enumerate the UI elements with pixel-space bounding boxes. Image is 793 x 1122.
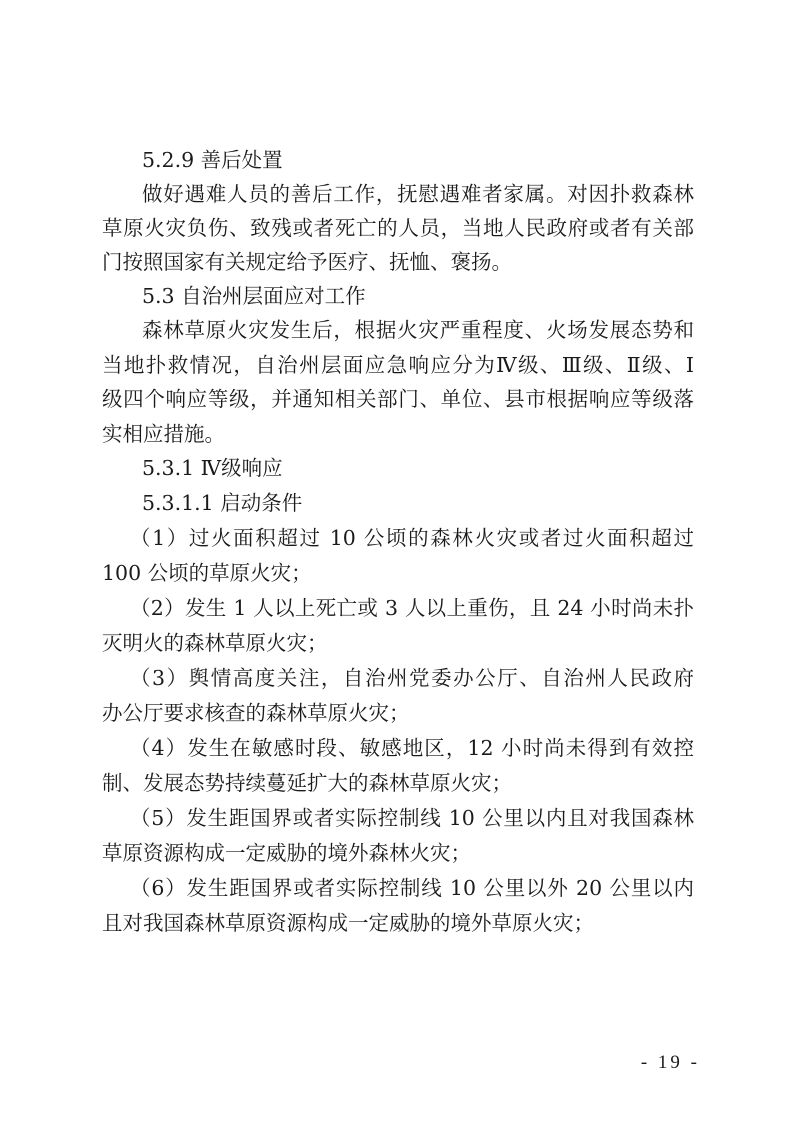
- list-item-line: 办公厅要求核查的森林草原火灾；: [102, 701, 410, 725]
- paragraph-line: 级四个响应等级，并通知相关部门、单位、县市根据响应等级落: [102, 387, 694, 411]
- list-item-line: （2）发生 1 人以上死亡或 3 人以上重伤，且 24 小时尚未扑: [130, 596, 694, 620]
- list-item-line: 灭明火的森林草原火灾；: [102, 631, 328, 655]
- list-item-line: 100 公顷的草原火灾；: [102, 561, 312, 585]
- heading-5-3-1: 5.3.1 Ⅳ级响应: [142, 456, 283, 480]
- list-item-line: （4）发生在敏感时段、敏感地区，12 小时尚未得到有效控: [130, 736, 694, 760]
- list-item-line: （5）发生距国界或者实际控制线 10 公里以内且对我国森林: [130, 806, 694, 830]
- paragraph-line: 草原火灾负伤、致残或者死亡的人员，当地人民政府或者有关部: [102, 216, 694, 240]
- list-item-line: （3）舆情高度关注，自治州党委办公厅、自治州人民政府: [130, 666, 694, 690]
- paragraph-line: 做好遇难人员的善后工作，抚慰遇难者家属。对因扑救森林: [142, 182, 694, 206]
- paragraph-line: 森林草原火灾发生后，根据火灾严重程度、火场发展态势和: [142, 318, 694, 342]
- list-item-line: 制、发展态势持续蔓延扩大的森林草原火灾；: [102, 771, 512, 795]
- paragraph-line: 实相应措施。: [102, 422, 225, 446]
- list-item-line: 草原资源构成一定威胁的境外森林火灾；: [102, 841, 471, 865]
- heading-5-3-1-1: 5.3.1.1 启动条件: [142, 491, 303, 515]
- paragraph-line: 当地扑救情况，自治州层面应急响应分为Ⅳ级、Ⅲ级、Ⅱ级、Ⅰ: [102, 353, 694, 377]
- list-item-line: 且对我国森林草原资源构成一定威胁的境外草原火灾；: [102, 911, 594, 935]
- heading-5-3: 5.3 自治州层面应对工作: [142, 284, 366, 308]
- heading-5-2-9: 5.2.9 善后处置: [142, 148, 283, 172]
- paragraph-line: 门按照国家有关规定给予医疗、抚恤、褒扬。: [102, 250, 512, 274]
- page-number: - 19 -: [640, 1052, 700, 1073]
- list-item-line: （1）过火面积超过 10 公顷的森林火灾或者过火面积超过: [130, 526, 694, 550]
- list-item-line: （6）发生距国界或者实际控制线 10 公里以外 20 公里以内: [130, 876, 694, 900]
